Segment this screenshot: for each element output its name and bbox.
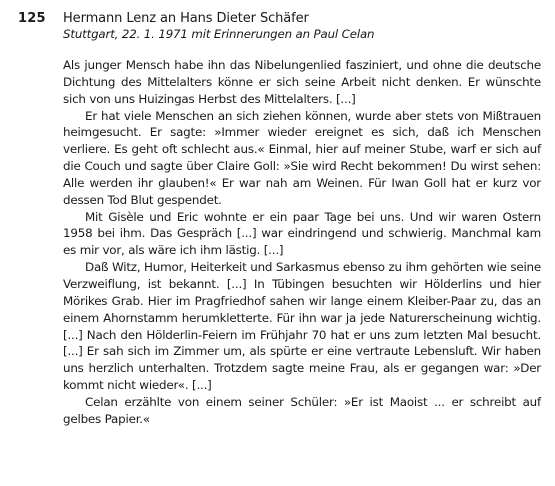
document-title: Hermann Lenz an Hans Dieter Schäfer <box>63 11 309 26</box>
header-line <box>18 11 538 26</box>
paragraph-1: Als junger Mensch habe ihn das Nibelungenlied fasziniert, und ohne die deutsche Dichtung des Mittelalters könne er sich seine Arbeit nicht denken. Er wünschte sich von uns Huizingas Herbst des Mittelalters. [...] <box>63 58 541 106</box>
paragraph-2: Er hat viele Menschen an sich ziehen können, wurde aber stets von Mißtrauen heimgesucht. Er sagte: »Immer wieder ereignet es sich, daß ich Menschen verliere. Es geht oft schlecht aus.« Einmal, hier auf meiner Stube, warf er sich auf die Couch und sagte über Claire Goll: »Sie wird Recht bekommen! Du wirst sehen: Alle werden ihr glauben!« Er war nah am Weinen. Für Iwan Goll hat er kurz vor dessen Tod Blut gespendet. <box>63 108 541 207</box>
letter-body <box>63 57 541 428</box>
document-header <box>18 11 538 41</box>
paragraph-3: Mit Gisèle und Eric wohnte er ein paar Tage bei uns. Und wir waren Ostern 1958 bei ihm. Das Gespräch [...] war eindringend und schwierig. Manchmal kam es mir vor, als wäre ich ihm lästig. [...] <box>63 209 541 258</box>
paragraph-5: Celan erzählte von einem seiner Schüler: »Er ist Maoist ... er schreibt auf gelbes Papier.« <box>63 394 541 426</box>
document-subtitle: Stuttgart, 22. 1. 1971 mit Erinnerungen an Paul Celan <box>63 27 375 41</box>
document-number: 125 <box>18 11 46 26</box>
paragraph-4: Daß Witz, Humor, Heiterkeit und Sarkasmus ebenso zu ihm gehörten wie seine Verzweiflung, ist bekannt. [...] In Tübingen besuchten wir Hölderlins und hier Mörikes Grab. Hier im Pragfriedhof sahen wir lange einem Kleiber-Paar zu, das an einem Ahornstamm herumkletterte. Für ihn war ja jede Naturerscheinung wichtig. [...] Nach den Hölderlin-Feiern im Frühjahr 70 hat er uns zum letzten Mal besucht. [...] Er sah sich im Zimmer um, als spürte er eine vertraute Lebensluft. Wir haben uns herzlich unterhalten. Trotzdem sagte meine Frau, als er gegangen war: »Der kommt nicht wieder«. [...] <box>63 260 541 393</box>
